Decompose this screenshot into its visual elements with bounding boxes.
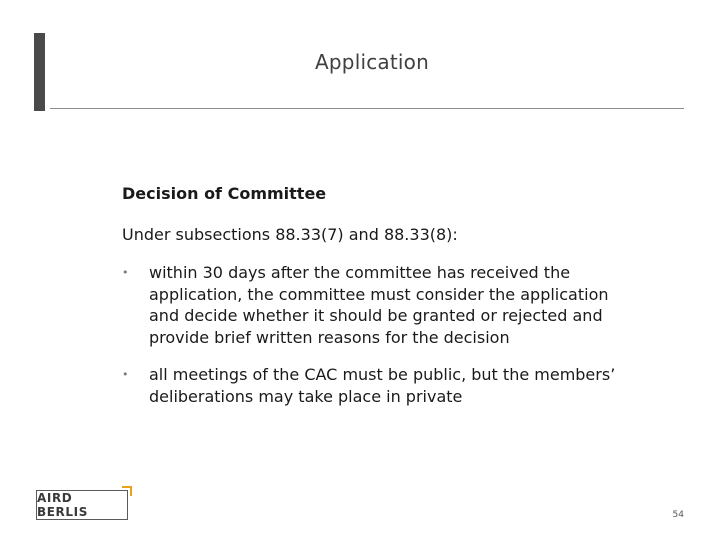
bullet-list (122, 262, 622, 407)
bullet-text: within 30 days after the committee has received the application, the committee must consider the application and decide whether it should be granted or rejected and provide brief written reasons for the decision (149, 263, 609, 347)
slide-content (122, 183, 622, 423)
bullet-text: all meetings of the CAC must be public, but the members’ deliberations may take place in private (149, 365, 616, 406)
logo-text: AIRD BERLIS (37, 491, 88, 519)
logo-corner-accent-icon (122, 486, 132, 496)
title-accent-bar (34, 33, 45, 111)
page-number: 54 (672, 510, 684, 520)
bullet-icon: • (122, 266, 129, 279)
section-heading: Decision of Committee (122, 184, 327, 203)
title-divider (50, 108, 684, 109)
aird-berlis-logo (36, 490, 128, 520)
slide-title: Application (315, 50, 429, 74)
bullet-item (122, 262, 622, 348)
intro-text: Under subsections 88.33(7) and 88.33(8): (122, 224, 458, 244)
bullet-icon: • (122, 368, 129, 381)
bullet-item (122, 364, 622, 407)
